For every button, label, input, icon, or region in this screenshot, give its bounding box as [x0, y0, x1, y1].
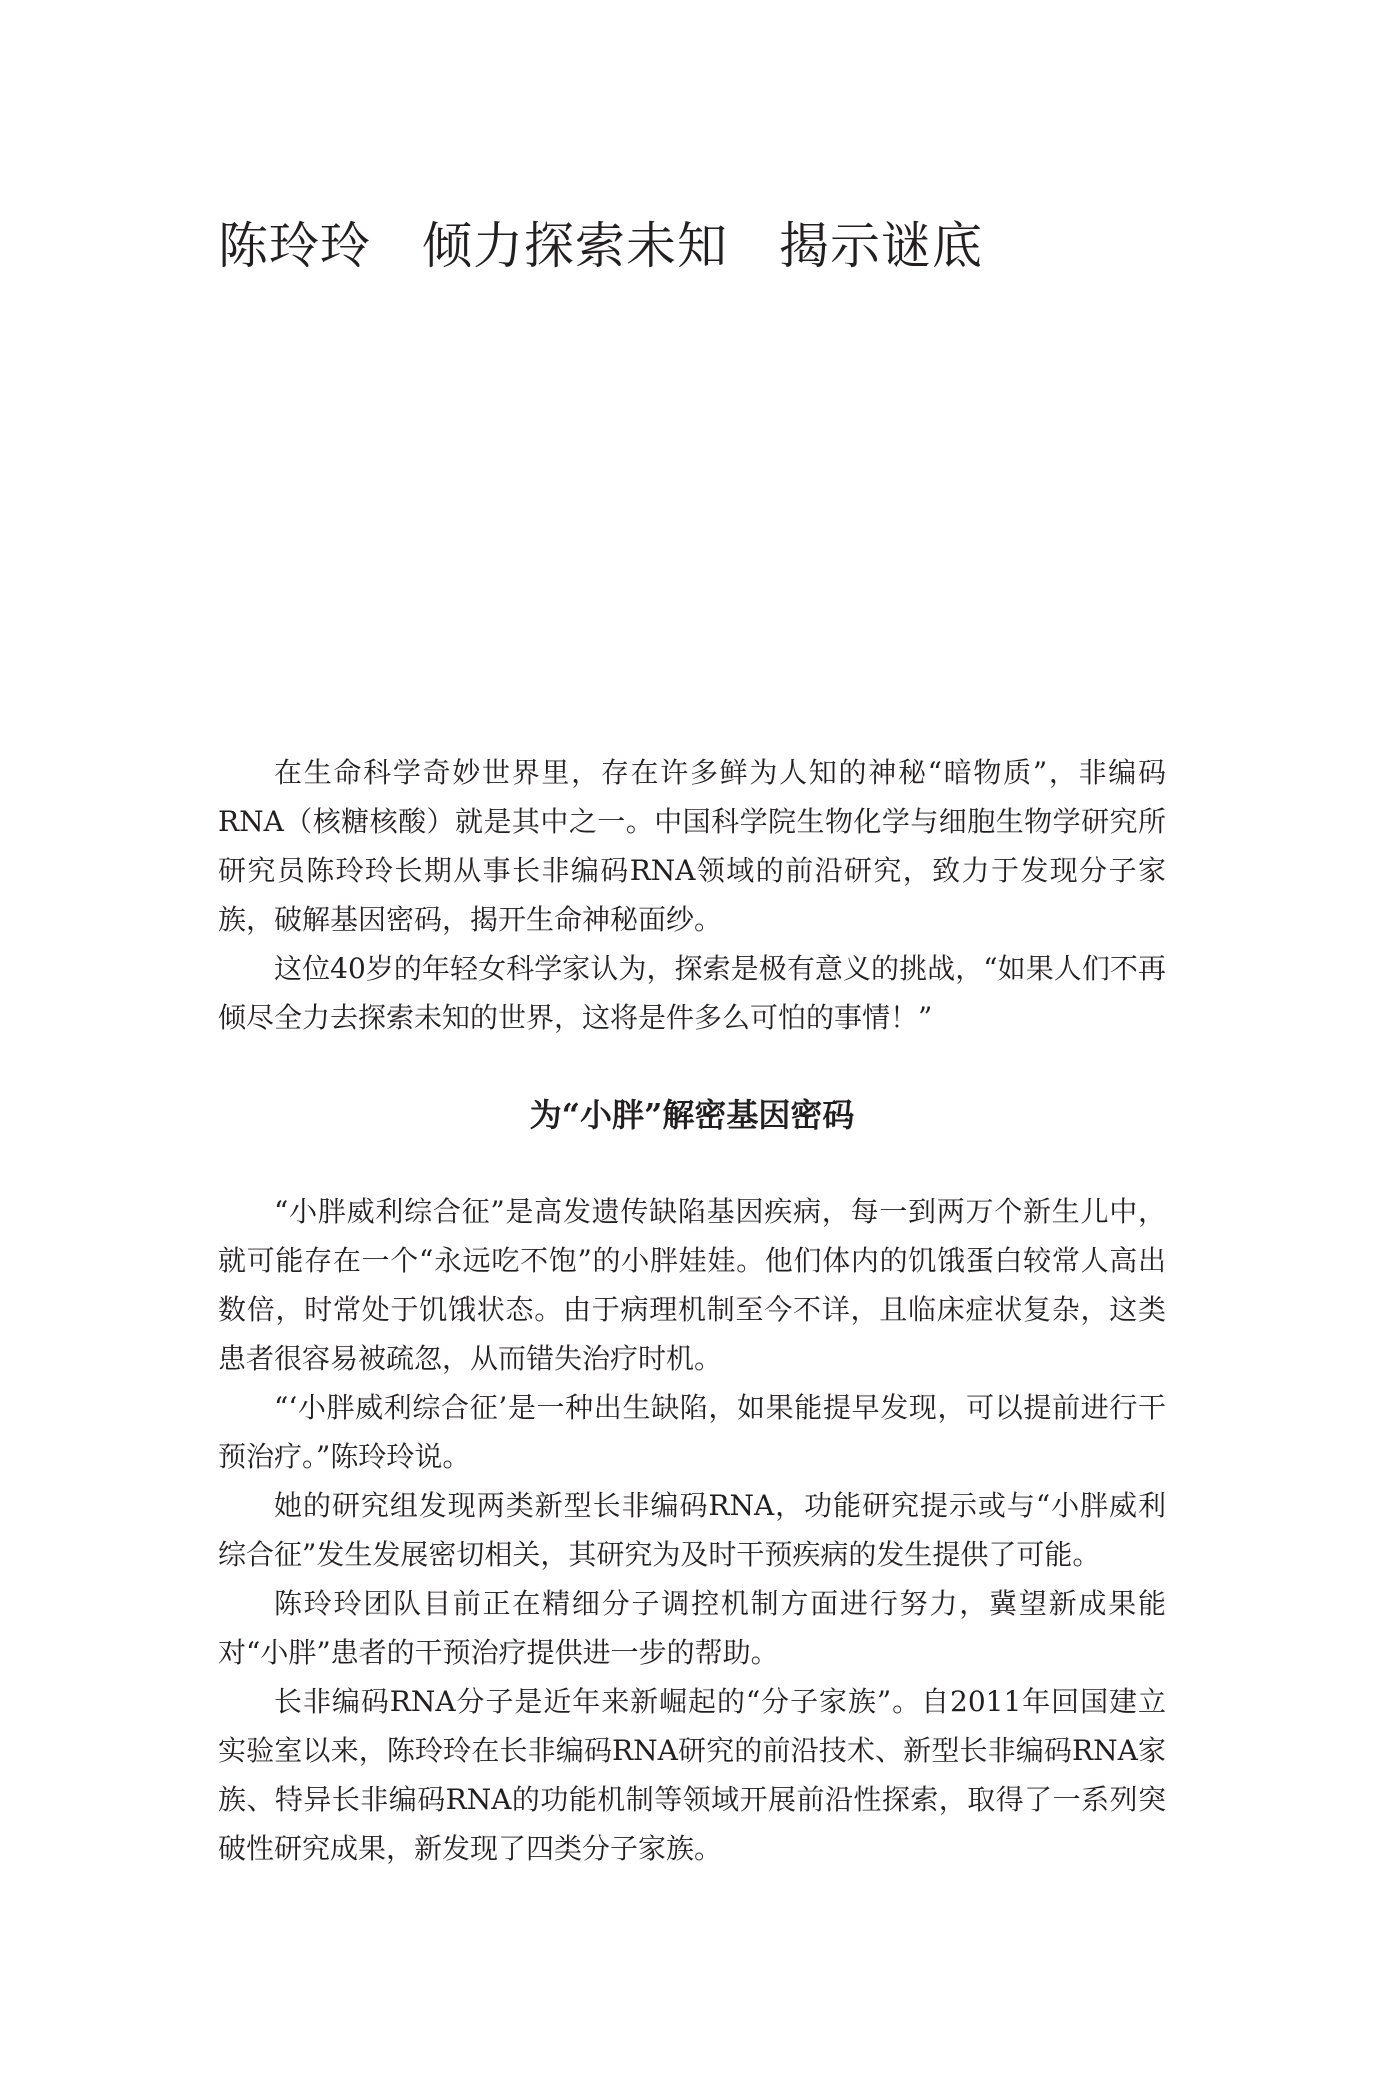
page-title: 陈玲玲 倾力探索未知 揭示谜底 — [218, 217, 983, 275]
paragraph: 陈玲玲团队目前正在精细分子调控机制方面进行努力，冀望新成果能对“小胖”患者的干预治疗提供进一步的帮助。 — [218, 1587, 1166, 1669]
paragraph: “‘小胖威利综合征’是一种出生缺陷，如果能提早发现，可以提前进行干预治疗。”陈玲玲说。 — [218, 1391, 1166, 1473]
paragraph: “小胖威利综合征”是高发遗传缺陷基因疾病，每一到两万个新生儿中，就可能存在一个“永远吃不饱”的小胖娃娃。他们体内的饥饿蛋白较常人高出数倍，时常处于饥饿状态。由于病理机制至今不详，且临床症状复杂，这类患者很容易被疏忽，从而错失治疗时机。 — [218, 1195, 1166, 1375]
paragraph: 在生命科学奇妙世界里，存在许多鲜为人知的神秘“暗物质”，非编码RNA（核糖核酸）就是其中之一。中国科学院生物化学与细胞生物学研究所研究员陈玲玲长期从事长非编码RNA领域的前沿研究，致力于发现分子家族，破解基因密码，揭开生命神秘面纱。 — [218, 756, 1166, 936]
paragraph: 这位40岁的年轻女科学家认为，探索是极有意义的挑战，“如果人们不再倾尽全力去探索未知的世界，这将是件多么可怕的事情！” — [218, 952, 1166, 1034]
section-body — [218, 1187, 1166, 1873]
paragraph: 她的研究组发现两类新型长非编码RNA，功能研究提示或与“小胖威利综合征”发生发展密切相关，其研究为及时干预疾病的发生提供了可能。 — [218, 1489, 1166, 1571]
intro-section — [218, 748, 1166, 1042]
section-heading: 为“小胖”解密基因密码 — [529, 1096, 855, 1134]
paragraph: 长非编码RNA分子是近年来新崛起的“分子家族”。自2011年回国建立实验室以来，陈玲玲在长非编码RNA研究的前沿技术、新型长非编码RNA家族、特异长非编码RNA的功能机制等领域开展前沿性探索，取得了一系列突破性研究成果，新发现了四类分子家族。 — [218, 1685, 1166, 1865]
